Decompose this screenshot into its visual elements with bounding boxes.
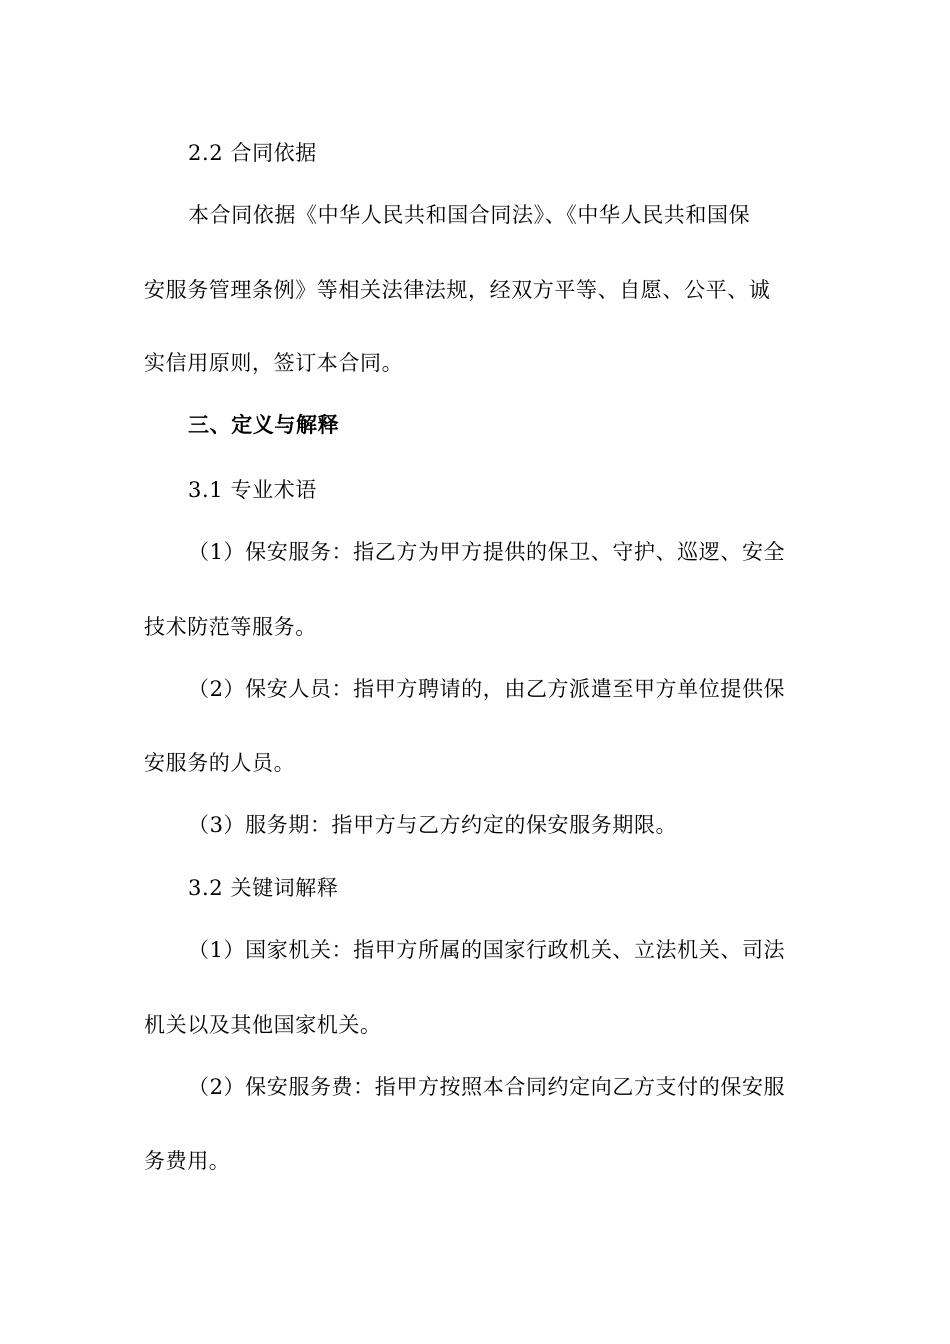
- keyword-item-line: （1）国家机关：指甲方所属的国家行政机关、立法机关、司法: [188, 938, 786, 962]
- section-3-heading: 三、定义与解释: [188, 412, 340, 437]
- term-item-line: 技术防范等服务。: [144, 615, 317, 639]
- keyword-item-line: 务费用。: [144, 1149, 231, 1173]
- paragraph-line: 本合同依据《中华人民共和国合同法》、《中华人民共和国保: [188, 203, 751, 227]
- term-item-line: （1）保安服务：指乙方为甲方提供的保卫、守护、巡逻、安全: [188, 540, 786, 564]
- section-2-2-heading: 2.2 合同依据: [188, 141, 317, 165]
- term-item-line: 安服务的人员。: [144, 751, 296, 775]
- paragraph-line: 安服务管理条例》等相关法律法规，经双方平等、自愿、公平、诚: [144, 278, 771, 302]
- section-3-1-heading: 3.1 专业术语: [188, 478, 317, 502]
- term-item-line: （2）保安人员：指甲方聘请的，由乙方派遣至甲方单位提供保: [188, 677, 786, 701]
- paragraph-line: 实信用原则，签订本合同。: [144, 351, 404, 375]
- keyword-item-line: 机关以及其他国家机关。: [144, 1013, 382, 1037]
- section-3-2-heading: 3.2 关键词解释: [188, 876, 339, 900]
- term-item-line: （3）服务期：指甲方与乙方约定的保安服务期限。: [188, 813, 678, 837]
- keyword-item-line: （2）保安服务费：指甲方按照本合同约定向乙方支付的保安服: [188, 1075, 786, 1099]
